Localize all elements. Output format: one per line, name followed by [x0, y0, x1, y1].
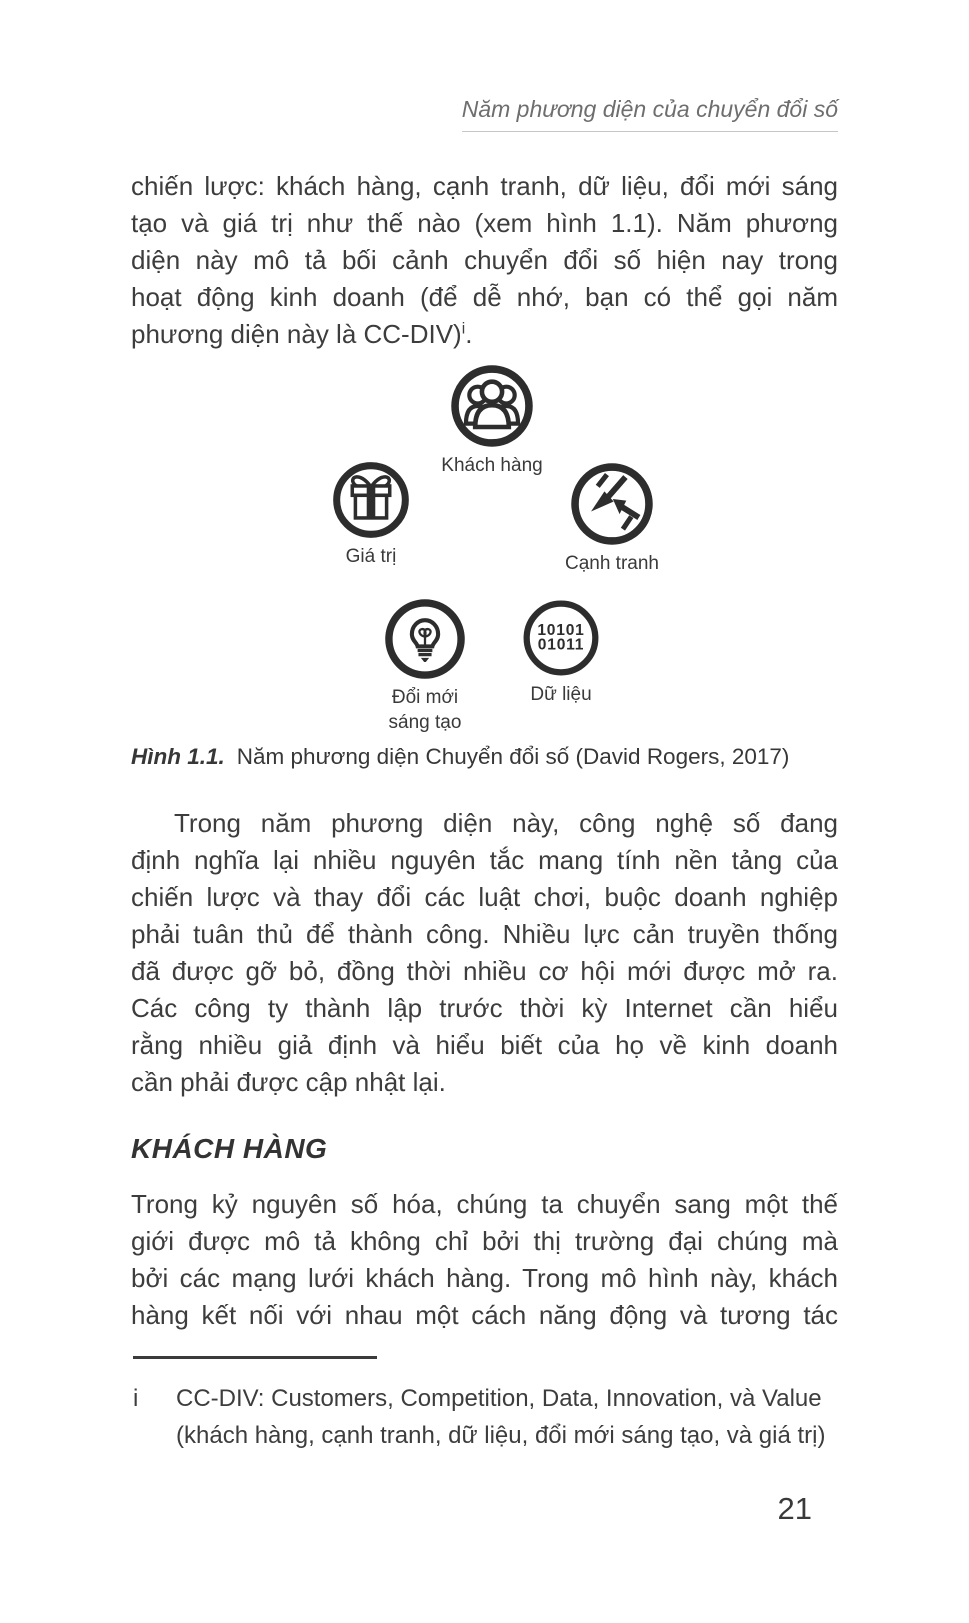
- paragraph-1-last-line: [131, 316, 838, 353]
- footnote-marker: i: [133, 1385, 139, 1412]
- figure-label-data: Dữ liệu: [530, 684, 592, 705]
- figure-item-value: [291, 461, 451, 569]
- figure-item-data: [481, 599, 641, 707]
- paragraph-3-line: Trong kỷ nguyên số hóa, chúng ta chuyển sang một thế: [131, 1189, 838, 1219]
- figure-label-competition: Cạnh tranh: [564, 553, 659, 574]
- footnote-text: [176, 1380, 826, 1454]
- paragraph-3-line: giới được mô tả không chỉ bởi thị trường đại chúng mà: [131, 1226, 838, 1256]
- footnote-reference-mark: i: [461, 320, 466, 338]
- paragraph-1-line: tạo và giá trị như thế nào (xem hình 1.1). Năm phương: [131, 208, 838, 238]
- figure-caption-text: Năm phương diện Chuyển đổi số (David Rogers, 2017): [236, 744, 790, 769]
- paragraph-2: [131, 805, 838, 1101]
- footnote-line-1: CC-DIV: Customers, Competition, Data, Innovation, và Value: [176, 1385, 822, 1412]
- figure-label-value: Giá trị: [345, 546, 397, 567]
- figure-caption-number: Hình 1.1.: [131, 744, 225, 769]
- figure-label-innovation-line1: Đổi mới: [391, 687, 459, 708]
- paragraph-1-line: hoạt động kinh doanh (để dễ nhớ, bạn có thể gọi năm: [131, 282, 838, 312]
- figure-label-innovation: [389, 685, 462, 735]
- footnote-line-2: (khách hàng, cạnh tranh, dữ liệu, đổi mới sáng tạo, và giá trị): [176, 1422, 826, 1449]
- paragraph-2-line: chiến lược và thay đổi các luật chơi, buộc doanh nghiệp: [131, 882, 838, 912]
- figure-label-innovation-line2: sáng tạo: [388, 712, 462, 733]
- page-number: 21: [777, 1491, 812, 1526]
- paragraph-2-line: Các công ty thành lập trước thời kỳ Internet cần hiểu: [131, 993, 838, 1023]
- gift-icon: [332, 461, 410, 539]
- paragraph-3-line: bởi các mạng lưới khách hàng. Trong mô hình này, khách: [131, 1263, 838, 1293]
- paragraph-2-line: định nghĩa lại nhiều nguyên tắc mang tính nền tảng của: [131, 845, 838, 875]
- paragraph-3: [131, 1186, 838, 1334]
- paragraph-3-line: hàng kết nối với nhau một cách năng động và tương tác: [131, 1300, 838, 1330]
- paragraph-2-last-line: cần phải được cập nhật lại.: [131, 1067, 446, 1097]
- running-header-title: Năm phương diện của chuyển đổi số: [462, 95, 838, 132]
- paragraph-1-line: chiến lược: khách hàng, cạnh tranh, dữ liệu, đổi mới sáng: [131, 171, 838, 201]
- figure-item-competition: [532, 462, 692, 576]
- binary-code-icon: [522, 599, 600, 677]
- binary-line-2: 01011: [537, 636, 585, 654]
- figure-caption: [131, 742, 838, 772]
- paragraph-2-line: rằng nhiều giả định và hiểu biết của họ về kinh doanh: [131, 1030, 838, 1060]
- running-header: [131, 95, 838, 132]
- paragraph-1: [131, 168, 838, 353]
- paragraph-1-period: .: [465, 319, 473, 349]
- customers-group-icon: [450, 364, 534, 448]
- paragraph-2-line: phải tuân thủ để thành công. Nhiều lực cản truyền thống: [131, 919, 838, 949]
- paragraph-2-line: đã được gỡ bỏ, đồng thời nhiều cơ hội mới được mở ra.: [131, 956, 838, 986]
- paragraph-2-line: Trong năm phương diện này, công nghệ số đang: [174, 808, 838, 838]
- section-heading: KHÁCH HÀNG: [131, 1133, 328, 1164]
- binary-line-1: 10101: [537, 621, 585, 639]
- paragraph-1-line: diện này mô tả bối cảnh chuyển đổi số hiện nay trong: [131, 245, 838, 275]
- figure-label-customers: Khách hàng: [441, 455, 543, 476]
- footnote-separator-rule: [133, 1356, 377, 1359]
- paragraph-1-last-text: phương diện này là CC-DIV): [131, 319, 462, 349]
- clashing-arrows-icon: [570, 462, 654, 546]
- lightbulb-icon: [384, 598, 466, 680]
